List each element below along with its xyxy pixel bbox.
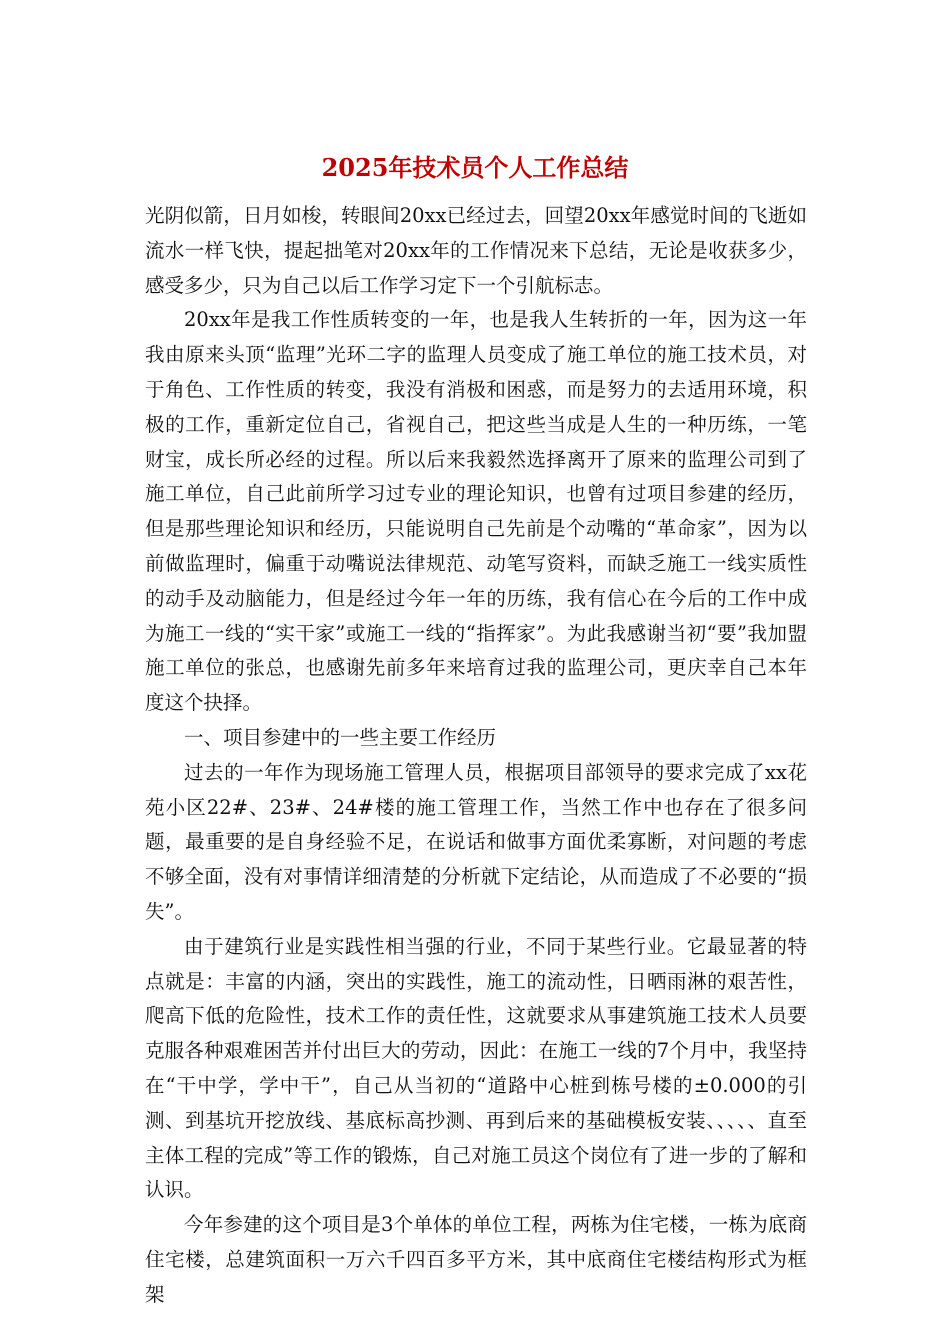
document-title: 2025年技术员个人工作总结 [321,153,629,182]
paragraph-project-overview: 今年参建的这个项目是3个单体的单位工程，两栋为住宅楼，一栋为底商住宅楼，总建筑面积一万六千四百多平方米，其中底商住宅楼结构形式为框架 [145,1213,807,1306]
paragraph-intro: 光阴似箭，日月如梭，转眼间20xx已经过去，回望20xx年感觉时间的飞逝如流水一样飞快，提起拙笔对20xx年的工作情况来下总结，无论是收获多少，感受多少，只为自己以后工作学习定下一个引航标志。 [145,204,807,297]
paragraph-industry-practice: 由于建筑行业是实践性相当强的行业，不同于某些行业。它最显著的特点就是：丰富的内涵，突出的实践性，施工的流动性，日晒雨淋的艰苦性，爬高下低的危险性，技术工作的责任性，这就要求从事建筑施工技术人员要克服各种艰难困苦并付出巨大的劳动，因此：在施工一线的7个月中，我坚持在“干中学，学中干”，自己从当初的“道路中心桩到栋号楼的±0.000的引测、到基坑开挖放线、基底标高抄测、再到后来的基础模板安装、、、、、直至主体工程的完成”等工作的锻炼，自己对施工员这个岗位有了进一步的了解和认识。 [145,934,807,1202]
section-heading-1: 一、项目参建中的一些主要工作经历 [184,725,497,749]
paragraph-career-change: 20xx年是我工作性质转变的一年，也是我人生转折的一年，因为这一年我由原来头顶“监理”光环二字的监理人员变成了施工单位的施工技术员，对于角色、工作性质的转变，我没有消极和困惑，而是努力的去适用环境，积极的工作，重新定位自己，省视自己，把这些当成是人生的一种历练，一笔财宝，成长所必经的过程。所以后来我毅然选择离开了原来的监理公司到了施工单位，自己此前所学习过专业的理论知识，也曾有过项目参建的经历，但是那些理论知识和经历，只能说明自己先前是个动嘴的“革命家”，因为以前做监理时，偏重于动嘴说法律规范、动笔写资料，而缺乏施工一线实质性的动手及动脑能力，但是经过今年一年的历练，我有信心在今后的工作中成为施工一线的“实干家”或施工一线的“指挥家”。为此我感谢当初“要”我加盟施工单位的张总，也感谢先前多年来培育过我的监理公司，更庆幸自己本年度这个抉择。 [145,308,807,715]
paragraph-project-management: 过去的一年作为现场施工管理人员，根据项目部领导的要求完成了xx花苑小区22#、23#、24#楼的施工管理工作，当然工作中也存在了很多问题，最重要的是自身经验不足，在说话和做事方面优柔寡断，对问题的考虑不够全面，没有对事情详细清楚的分析就下定结论，从而造成了不必要的“损失”。 [145,760,807,923]
document-body [145,199,807,1313]
